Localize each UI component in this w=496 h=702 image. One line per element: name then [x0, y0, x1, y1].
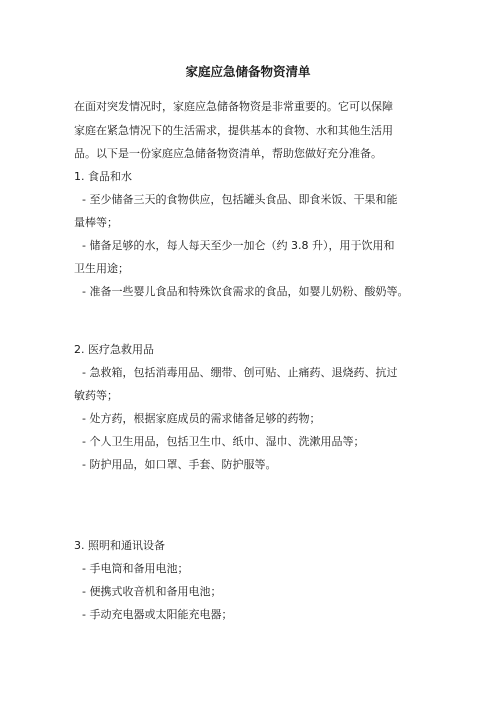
list-item [74, 557, 444, 580]
list-item-line: 敏药等； [74, 389, 118, 402]
list-item-line: - 准备一些婴儿食品和特殊饮食需求的食品，如婴儿奶粉、酸奶等。 [82, 285, 409, 298]
list-item [74, 453, 444, 476]
list-item-line: - 手动充电器或太阳能充电器； [82, 608, 233, 621]
list-item-line: - 便携式收音机和备用电池； [82, 585, 222, 598]
list-item [74, 603, 444, 626]
section-heading: 3. 照明和通讯设备 [74, 539, 165, 552]
list-item-line: 量棒等； [74, 216, 118, 229]
section-heading: 1. 食品和水 [74, 170, 132, 183]
intro-paragraph [74, 95, 436, 166]
list-item-line: - 急救箱，包括消毒用品、绷带、创可贴、止痛药、退烧药、抗过 [82, 366, 398, 379]
list-item-line: 卫生用途； [74, 262, 129, 275]
intro-line: 在面对突发情况时，家庭应急储备物资是非常重要的。它可以保障 [74, 100, 393, 113]
list-item-line: - 防护用品，如口罩、手套、防护服等。 [82, 458, 277, 471]
list-item-line: - 储备足够的水，每人每天至少一加仑（约 3.8 升），用于饮用和 [82, 239, 395, 252]
section-lighting-communication [74, 534, 444, 626]
document-title: 家庭应急储备物资清单 [185, 64, 311, 79]
intro-line: 家庭在紧急情况下的生活需求，提供基本的食物、水和其他生活用 [74, 123, 393, 137]
list-item [74, 580, 444, 603]
list-item [74, 407, 444, 430]
list-item [74, 234, 444, 280]
section-heading: 2. 医疗急救用品 [74, 343, 154, 356]
list-item [74, 361, 444, 407]
list-item-line: - 至少储备三天的食物供应，包括罐头食品、即食米饭、干果和能 [82, 193, 398, 206]
section-medical [74, 338, 444, 476]
section-food-water [74, 165, 444, 303]
list-item [74, 188, 444, 234]
list-item [74, 430, 444, 453]
list-item-line: - 个人卫生用品，包括卫生巾、纸巾、湿巾、洗漱用品等； [82, 435, 365, 448]
intro-line: 品。以下是一份家庭应急储备物资清单，帮助您做好充分准备。 [74, 147, 382, 160]
list-item-line: - 手电筒和备用电池； [82, 562, 189, 575]
list-item-line: - 处方药，根据家庭成员的需求储备足够的药物； [82, 412, 321, 425]
list-item [74, 280, 444, 303]
